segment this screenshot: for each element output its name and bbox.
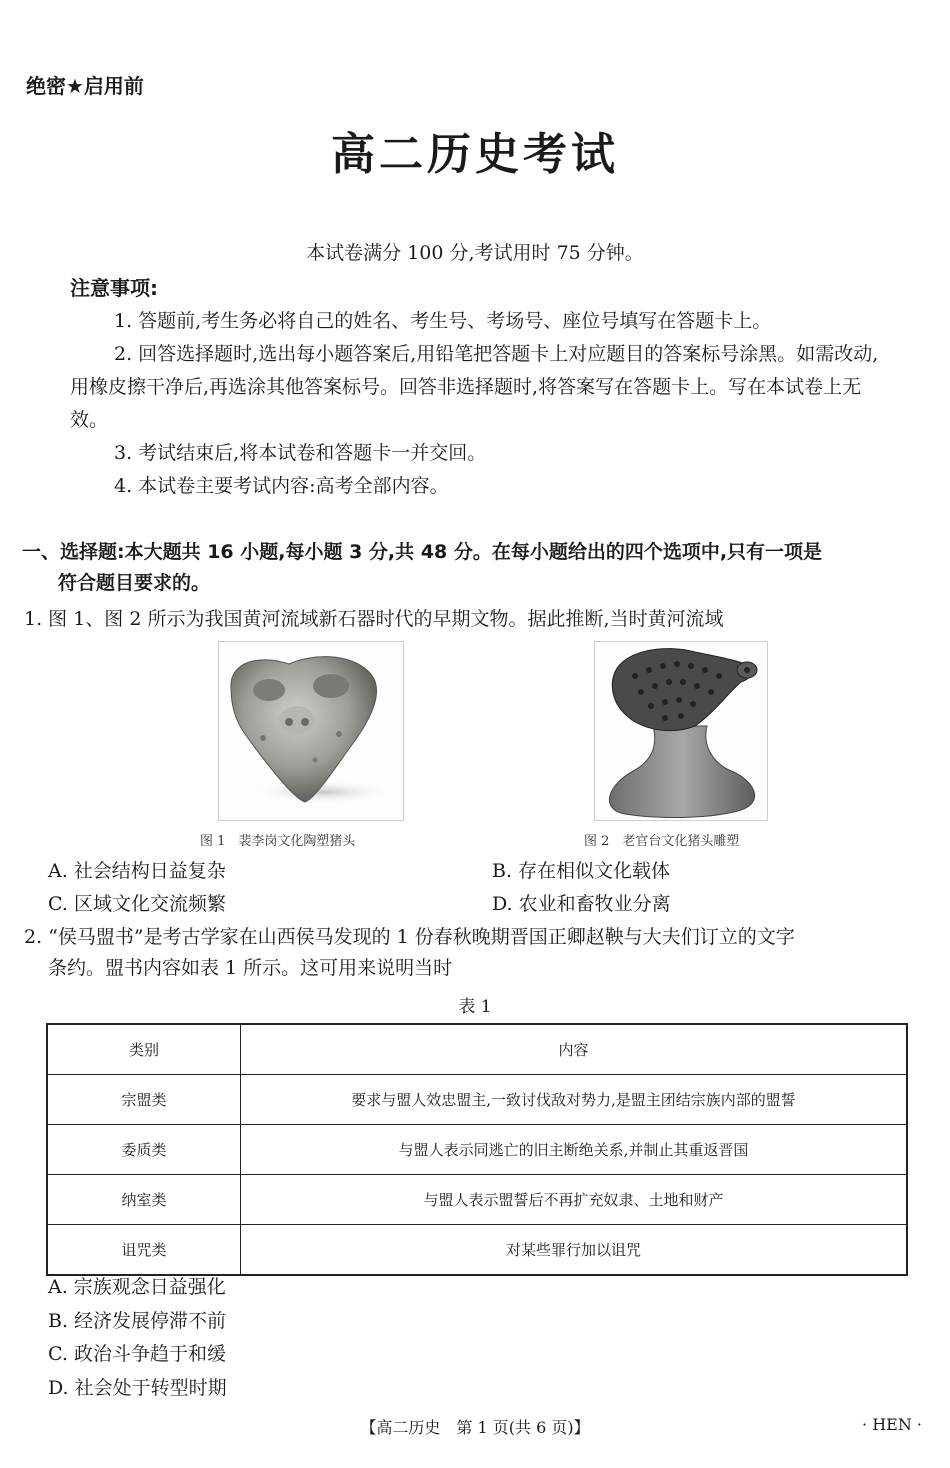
q2-option-b: B. 经济发展停滞不前 — [48, 1310, 227, 1332]
figure-2-caption: 图 2 老官台文化猪头雕塑 — [584, 834, 740, 849]
footer-code: · HEN · — [862, 1415, 922, 1434]
pig-head-sculpture-icon — [595, 642, 767, 820]
mengshu-table — [46, 1023, 908, 1276]
notice-item-4: 4. 本试卷主要考试内容:高考全部内容。 — [114, 475, 449, 497]
table-header-category: 类别 — [47, 1024, 241, 1075]
table-row — [47, 1175, 907, 1225]
table-cell-category: 委质类 — [47, 1125, 241, 1175]
exam-subtitle: 本试卷满分 100 分,考试用时 75 分钟。 — [306, 242, 644, 264]
section-heading-line2: 符合题目要求的。 — [58, 572, 211, 594]
question-2-stem — [24, 922, 924, 984]
table-cell-content: 要求与盟人效忠盟主,一致讨伐敌对势力,是盟主团结宗族内部的盟誓 — [241, 1075, 908, 1125]
table-header-content: 内容 — [241, 1024, 908, 1075]
question-1-stem: 1. 图 1、图 2 所示为我国黄河流域新石器时代的早期文物。据此推断,当时黄河流域 — [24, 608, 724, 630]
table-cell-content: 对某些罪行加以诅咒 — [241, 1225, 908, 1276]
section-heading — [22, 537, 932, 599]
q2-option-c: C. 政治斗争趋于和缓 — [48, 1343, 226, 1365]
table-cell-category: 诅咒类 — [47, 1225, 241, 1276]
page-footer: 【高二历史 第 1 页(共 6 页)】 — [360, 1418, 590, 1437]
q1-option-c: C. 区域文化交流频繁 — [48, 893, 226, 915]
q2-option-d: D. 社会处于转型时期 — [48, 1377, 227, 1399]
notice-item-3: 3. 考试结束后,将本试卷和答题卡一并交回。 — [114, 442, 487, 464]
table-row — [47, 1125, 907, 1175]
notice-item-2: 2. 回答选择题时,选出每小题答案后,用铅笔把答题卡上对应题目的答案标号涂黑。如需改动,用橡皮擦干净后,再选涂其他答案标号。回答非选择题时,将答案写在答题卡上。写在本试卷上无效。 — [70, 343, 879, 431]
exam-title: 高二历史考试 — [331, 129, 619, 180]
figure-1-image — [218, 641, 404, 821]
confidential-mark: 绝密★启用前 — [26, 74, 144, 98]
table-header-row — [47, 1024, 907, 1075]
q1-option-b: B. 存在相似文化载体 — [492, 860, 671, 882]
q2-option-a: A. 宗族观念日益强化 — [48, 1276, 226, 1298]
figure-2-image — [594, 641, 768, 821]
table-cell-content: 与盟人表示同逃亡的旧主断绝关系,并制止其重返晋国 — [241, 1125, 908, 1175]
table-cell-content: 与盟人表示盟誓后不再扩充奴隶、土地和财产 — [241, 1175, 908, 1225]
pig-head-clay-icon — [219, 642, 403, 820]
question-2-stem-line2: 条约。盟书内容如表 1 所示。这可用来说明当时 — [48, 957, 453, 979]
table-row — [47, 1225, 907, 1276]
q1-option-a: A. 社会结构日益复杂 — [48, 860, 226, 882]
table-row — [47, 1075, 907, 1125]
table-cell-category: 宗盟类 — [47, 1075, 241, 1125]
q1-option-d: D. 农业和畜牧业分离 — [492, 893, 671, 915]
table-cell-category: 纳室类 — [47, 1175, 241, 1225]
table-caption: 表 1 — [458, 997, 492, 1017]
question-2-stem-line1: 2. “侯马盟书”是考古学家在山西侯马发现的 1 份春秋晚期晋国正卿赵鞅与大夫们订立的文字 — [24, 926, 795, 948]
section-heading-line1: 一、选择题:本大题共 16 小题,每小题 3 分,共 48 分。在每小题给出的四个选项中,只有一项是 — [22, 541, 823, 563]
notice-heading: 注意事项: — [70, 276, 158, 300]
notice-item-1: 1. 答题前,考生务必将自己的姓名、考生号、考场号、座位号填写在答题卡上。 — [114, 310, 772, 332]
figure-1-caption: 图 1 裴李岗文化陶塑猪头 — [200, 834, 356, 849]
